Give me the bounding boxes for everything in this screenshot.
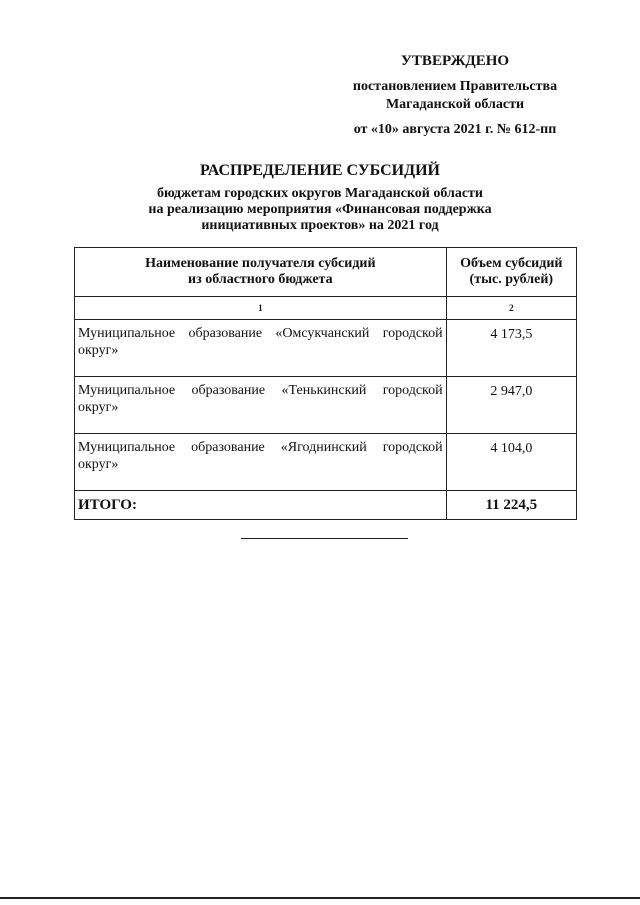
total-row <box>75 491 577 520</box>
column-number-2: 2 <box>446 297 576 320</box>
approval-line-1: постановлением Правительства <box>352 79 558 94</box>
document-title: РАСПРЕДЕЛЕНИЕ СУБСИДИЙ <box>199 162 440 179</box>
approval-heading: УТВЕРЖДЕНО <box>400 53 510 69</box>
subsidy-table <box>74 247 577 520</box>
subtitle-line-2: на реализацию мероприятия «Финансовая поддержка <box>148 202 492 217</box>
table-row <box>75 377 577 434</box>
recipient-name: Муниципальное образование «Ягоднинский городской округ» <box>75 434 447 491</box>
approval-date: от «10» августа 2021 г. № 612-пп <box>353 122 557 137</box>
total-value: 11 224,5 <box>446 491 576 520</box>
approval-block <box>330 52 580 139</box>
column-number-row <box>75 297 577 320</box>
subsidy-amount: 4 104,0 <box>446 434 576 491</box>
subsidy-amount: 4 173,5 <box>446 320 576 377</box>
header-amount-line-2: (тыс. рублей) <box>469 272 554 287</box>
table-header-row <box>75 248 577 297</box>
recipient-name: Муниципальное образование «Омсукчанский городской округ» <box>75 320 447 377</box>
header-recipient <box>75 248 447 297</box>
table-row <box>75 320 577 377</box>
approval-line-2: Магаданской области <box>385 97 525 112</box>
subtitle-line-1: бюджетам городских округов Магаданской области <box>157 186 483 201</box>
document-subtitle <box>60 186 580 234</box>
recipient-name: Муниципальное образование «Тенькинский городской округ» <box>75 377 447 434</box>
table-row <box>75 434 577 491</box>
header-recipient-line-2: из областного бюджета <box>188 272 333 287</box>
subtitle-line-3: инициативных проектов» на 2021 год <box>201 218 439 233</box>
closing-divider <box>241 538 408 539</box>
header-amount-line-1: Объем субсидий <box>460 256 563 271</box>
page-bottom-border <box>0 897 640 899</box>
total-label: ИТОГО: <box>75 491 447 520</box>
header-recipient-line-1: Наименование получателя субсидий <box>145 256 376 271</box>
subsidy-amount: 2 947,0 <box>446 377 576 434</box>
header-amount <box>446 248 576 297</box>
column-number-1: 1 <box>75 297 447 320</box>
